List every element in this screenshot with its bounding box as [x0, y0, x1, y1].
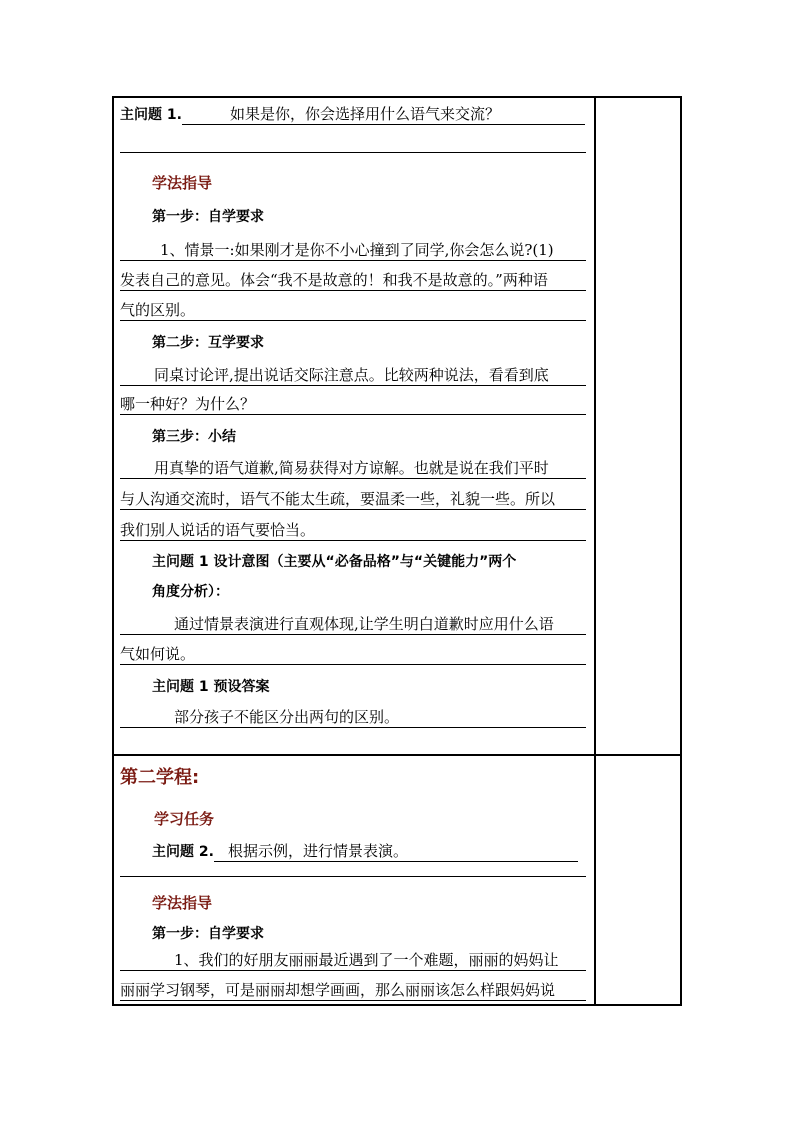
preset-answer-text: 部分孩子不能区分出两句的区别。 — [120, 707, 586, 728]
row-divider — [114, 754, 680, 756]
q1-label: 主问题 1. — [120, 107, 182, 123]
main-question-1 — [120, 104, 586, 125]
step3-line-1: 用真挚的语气道歉,简易获得对方谅解。也就是说在我们平时 — [120, 458, 586, 479]
design-intent-line-2: 气如何说。 — [120, 644, 586, 665]
q2-label: 主问题 2. — [152, 844, 214, 860]
design-intent-label-line-1: 主问题 1 设计意图（主要从“必备品格”与“关键能力”两个 — [152, 554, 517, 570]
step2-line-1: 同桌讨论评,提出说话交际注意点。比较两种说法，看看到底 — [120, 365, 586, 386]
answer-blank-line-2 — [120, 876, 586, 877]
step1-label-1: 第一步：自学要求 — [152, 209, 264, 225]
design-intent-line-1: 通过情景表演进行直观体现,让学生明白道歉时应用什么语 — [120, 614, 586, 635]
step1-line-2: 发表自己的意见。体会“我不是故意的！和我不是故意的。”两种语 — [120, 270, 586, 291]
design-intent-label-line-2: 角度分析）： — [152, 584, 229, 600]
step2-line-2: 哪一种好？为什么？ — [120, 394, 586, 415]
q1-text: 如果是你，你会选择用什么语气来交流？ — [182, 104, 585, 125]
lesson-table — [112, 96, 682, 1006]
answer-blank-line — [120, 152, 586, 153]
method-heading-1: 学法指导 — [152, 174, 213, 192]
method-heading-2: 学法指导 — [152, 894, 213, 912]
step3-line-2: 与人沟通交流时，语气不能太生疏，要温柔一些，礼貌一些。所以 — [120, 489, 586, 510]
column-divider — [594, 98, 596, 1004]
section2-step1-line-1: 1、我们的好朋友丽丽最近遇到了一个难题，丽丽的妈妈让 — [120, 950, 586, 971]
main-question-2 — [152, 841, 586, 862]
step1-line-3: 气的区别。 — [120, 300, 586, 321]
preset-answer-label: 主问题 1 预设答案 — [152, 679, 270, 695]
section2-title: 第二学程: — [120, 767, 200, 788]
q2-text: 根据示例，进行情景表演。 — [214, 841, 578, 862]
step1-line-1: 1、情景一:如果刚才是你不小心撞到了同学,你会怎么说?(1) — [120, 240, 586, 261]
section2-step1-line-2: 丽丽学习钢琴，可是丽丽却想学画画，那么丽丽该怎么样跟妈妈说 — [120, 980, 586, 1001]
step3-line-3: 我们别人说话的语气要恰当。 — [120, 520, 586, 541]
step1-label-2: 第一步：自学要求 — [152, 926, 264, 942]
step3-label-1: 第三步：小结 — [152, 429, 236, 445]
task-heading: 学习任务 — [154, 810, 215, 828]
step2-label-1: 第二步：互学要求 — [152, 335, 264, 351]
